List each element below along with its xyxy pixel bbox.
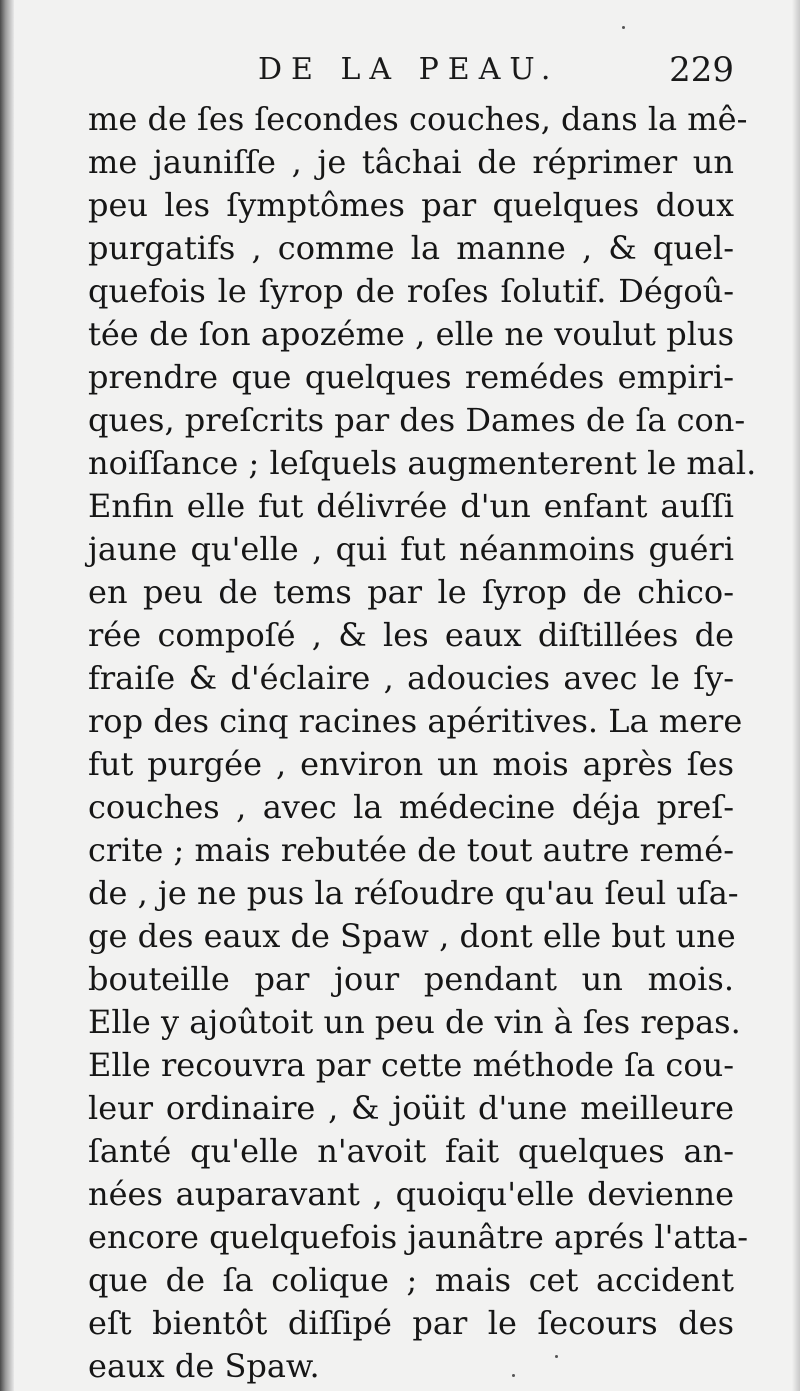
text-line: eaux de Spaw. bbox=[88, 1347, 320, 1385]
text-line: rop des cinq racines apéritives. La mere bbox=[88, 702, 743, 740]
text-line: noiſſance ; leſquels augmenterent le mal. bbox=[88, 444, 757, 482]
text-line: ſanté qu'elle n'avoit fait quelques an- bbox=[88, 1132, 734, 1170]
text-line: rée compoſé , & les eaux diſtillées de bbox=[88, 616, 734, 654]
text-line: eſt bientôt diſſipé par le ſecours des bbox=[88, 1304, 734, 1342]
text-line: nées auparavant , quoiqu'elle devienne bbox=[88, 1175, 734, 1213]
text-line: me de ſes ſecondes couches, dans la mê- bbox=[88, 100, 748, 138]
body-text bbox=[88, 98, 757, 1388]
text-line: ge des eaux de Spaw , dont elle but une bbox=[88, 917, 736, 955]
running-title: DE LA PEAU. bbox=[258, 52, 560, 87]
text-line: purgatifs , comme la manne , & quel- bbox=[88, 229, 734, 267]
binding-shadow bbox=[0, 0, 14, 1391]
text-line: ques, preſcrits par des Dames de ſa con- bbox=[88, 401, 746, 439]
text-line: de , je ne pus la réſoudre qu'au ſeul uſa- bbox=[88, 874, 739, 912]
text-line: en peu de tems par le ſyrop de chico- bbox=[88, 573, 734, 611]
text-line: fut purgée , environ un mois après ſes bbox=[88, 745, 734, 783]
page-header bbox=[250, 48, 740, 92]
text-line: tée de ſon apozéme , elle ne voulut plus bbox=[88, 315, 734, 353]
text-line: Enfin elle fut délivrée d'un enfant auſſi bbox=[88, 487, 734, 525]
text-line: encore quelquefois jaunâtre aprés l'atta- bbox=[88, 1218, 749, 1256]
text-line: prendre que quelques remédes empiri- bbox=[88, 358, 734, 396]
text-line: Elle recouvra par cette méthode ſa cou- bbox=[88, 1046, 734, 1084]
page-edge bbox=[792, 0, 800, 1391]
text-line: leur ordinaire , & joüit d'une meilleure bbox=[88, 1089, 734, 1127]
text-line: me jauniſſe , je tâchai de réprimer un bbox=[88, 143, 734, 181]
page-number: 229 bbox=[669, 50, 734, 90]
paper-speck bbox=[555, 1355, 558, 1358]
text-line: crite ; mais rebutée de tout autre remé- bbox=[88, 831, 734, 869]
paper-speck bbox=[622, 26, 625, 29]
paper-speck bbox=[512, 1374, 515, 1377]
text-line: jaune qu'elle , qui fut néanmoins guéri bbox=[88, 530, 734, 568]
text-line: fraiſe & d'éclaire , adoucies avec le ſy- bbox=[88, 659, 734, 697]
text-line: bouteille par jour pendant un mois. bbox=[88, 960, 734, 998]
text-line: couches , avec la médecine déja preſ- bbox=[88, 788, 734, 826]
text-line: peu les ſymptômes par quelques doux bbox=[88, 186, 734, 224]
text-line: quefois le ſyrop de roſes ſolutif. Dégoû- bbox=[88, 272, 734, 310]
text-line: Elle y ajoûtoit un peu de vin à ſes repas. bbox=[88, 1003, 741, 1041]
text-line: que de ſa colique ; mais cet accident bbox=[88, 1261, 734, 1299]
